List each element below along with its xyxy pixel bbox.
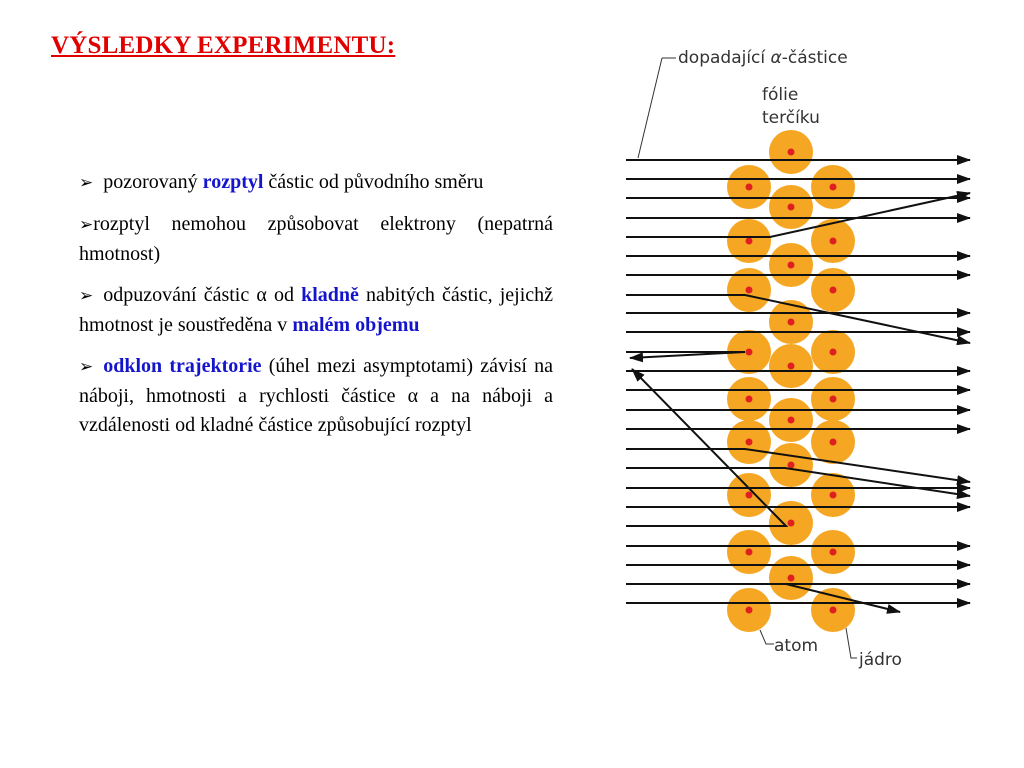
nucleus-label: jádro	[859, 650, 902, 670]
nucleus	[830, 184, 837, 191]
nucleus	[788, 462, 795, 469]
atom	[769, 243, 813, 287]
nucleus	[830, 238, 837, 245]
atom	[769, 344, 813, 388]
bullet-item-deflection: ➢ odklon trajektorie (úhel mezi asymptotami) závisí na náboji, hmotnosti a rychlosti částice α a na náboji a vzdálenosti od kladné částice způsobující rozptyl	[79, 355, 554, 436]
nucleus	[788, 575, 795, 582]
atom	[769, 398, 813, 442]
nucleus	[788, 204, 795, 211]
atom-label-leader	[760, 630, 774, 644]
nucleus	[746, 549, 753, 556]
atom	[727, 473, 771, 517]
atom	[811, 165, 855, 209]
slide-title: VÝSLEDKY EXPERIMENTU:	[51, 32, 396, 59]
atom	[769, 300, 813, 344]
nucleus-label-leader	[846, 628, 857, 658]
nucleus	[830, 549, 837, 556]
alpha-track-backscattered	[626, 352, 745, 358]
nucleus	[830, 607, 837, 614]
foil-label-line2: terčíku	[762, 108, 820, 128]
nucleus	[746, 238, 753, 245]
nucleus	[746, 396, 753, 403]
bullet-arrow-icon: ➢	[79, 215, 94, 235]
rutherford-scattering-diagram	[600, 40, 1000, 680]
bullet-arrow-icon: ➢	[79, 286, 94, 306]
nucleus	[830, 287, 837, 294]
atom	[811, 377, 855, 421]
nucleus	[788, 319, 795, 326]
bullet-item-repulsion: ➢ odpuzování částic α od kladně nabitých částic, jejichž hmotnost je soustředěna v malém objemu	[79, 284, 554, 336]
nucleus	[746, 439, 753, 446]
nucleus	[788, 363, 795, 370]
highlight-malem-objemu: malém objemu	[292, 314, 420, 336]
atom	[727, 420, 771, 464]
atom	[727, 377, 771, 421]
atom	[769, 185, 813, 229]
atom	[811, 330, 855, 374]
nucleus	[746, 607, 753, 614]
atom	[727, 530, 771, 574]
bullet-list	[79, 168, 553, 452]
atom-label: atom	[774, 636, 819, 656]
alpha-symbol: α	[407, 385, 419, 407]
atom	[769, 556, 813, 600]
nucleus	[830, 349, 837, 356]
highlight-kladne: kladně	[301, 284, 359, 306]
highlight-rozptyl: rozptyl	[202, 171, 264, 193]
foil-label-line1: fólie	[762, 85, 799, 105]
incoming-label-leader	[638, 58, 662, 158]
bullet-item-scattering: ➢ pozorovaný rozptyl částic od původního směru	[79, 171, 484, 193]
nucleus	[746, 349, 753, 356]
nucleus	[830, 396, 837, 403]
atom	[811, 530, 855, 574]
nucleus	[788, 149, 795, 156]
bullet-item-electrons: ➢rozptyl nemohou způsobovat elektrony (nepatrná hmotnost)	[79, 213, 553, 265]
atom	[811, 473, 855, 517]
atom	[769, 130, 813, 174]
bullet-arrow-icon: ➢	[79, 357, 94, 377]
nucleus	[788, 520, 795, 527]
bullet-arrow-icon: ➢	[79, 173, 94, 193]
nucleus	[830, 492, 837, 499]
atom	[811, 420, 855, 464]
nucleus	[788, 262, 795, 269]
atom	[727, 588, 771, 632]
nucleus	[788, 417, 795, 424]
nucleus	[830, 439, 837, 446]
atom	[727, 165, 771, 209]
target-foil-atoms	[727, 130, 855, 632]
alpha-symbol: α	[256, 284, 267, 306]
nucleus	[746, 184, 753, 191]
highlight-odklon-trajektorie: odklon trajektorie	[103, 355, 262, 377]
nucleus	[746, 492, 753, 499]
incoming-particles-label: dopadající α-částice	[678, 48, 848, 68]
atom	[769, 443, 813, 487]
nucleus	[746, 287, 753, 294]
